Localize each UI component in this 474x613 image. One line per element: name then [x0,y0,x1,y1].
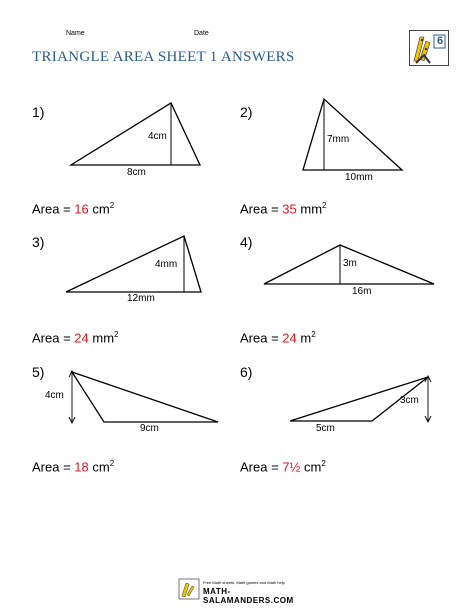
answer-value: 16 [74,201,89,217]
height-label: 7mm [327,134,350,145]
problem-number: 3) [32,234,45,250]
height-label: 4mm [155,259,178,270]
answer-value: 18 [74,459,89,475]
area-answer: Area = 7½ $cm^2$ [240,459,326,475]
triangle-5 [69,371,218,423]
area-answer: Area = 35 $mm^2$ [240,201,327,217]
problem-number: 2) [240,104,253,120]
footer-tagline: Free Math sheets, Math games and Math help [203,580,285,585]
footer-brand: MATH-SALAMANDERS.COM [203,587,294,605]
triangle-3 [66,236,201,292]
problem-number: 4) [240,234,253,250]
height-label: 3m [343,258,357,269]
problem-number: 5) [32,364,45,380]
base-label: 8cm [127,167,146,178]
area-answer: Area = 16 $cm^2$ [32,201,115,217]
answer-value: 35 [282,201,297,217]
height-label: 4cm [45,390,64,401]
answer-value: 7½ [282,459,301,475]
page-title: TRIANGLE AREA SHEET 1 ANSWERS [32,49,295,65]
base-label: 9cm [140,423,159,434]
base-label: 16m [352,286,372,297]
name-label: Name [66,30,85,37]
triangle-1 [71,103,200,165]
area-answer: Area = 24 $mm^2$ [32,330,119,346]
site-footer [178,578,308,605]
height-label: 4cm [148,131,167,142]
base-label: 12mm [127,293,155,304]
base-label: 5cm [316,423,335,434]
area-answer: Area = 24 $m^2$ [240,330,316,346]
salamander-footer-icon [178,578,200,600]
triangle-2 [303,99,402,170]
answer-value: 24 [74,330,89,346]
answer-value: 24 [282,330,297,346]
area-answer: Area = 18 $cm^2$ [32,459,115,475]
problem-number: 6) [240,364,253,380]
problem-number: 1) [32,104,45,120]
date-label: Date [194,30,209,37]
base-label: 10mm [345,172,373,183]
logo-grade: 6 [437,35,444,47]
height-label: 3cm [400,395,419,406]
